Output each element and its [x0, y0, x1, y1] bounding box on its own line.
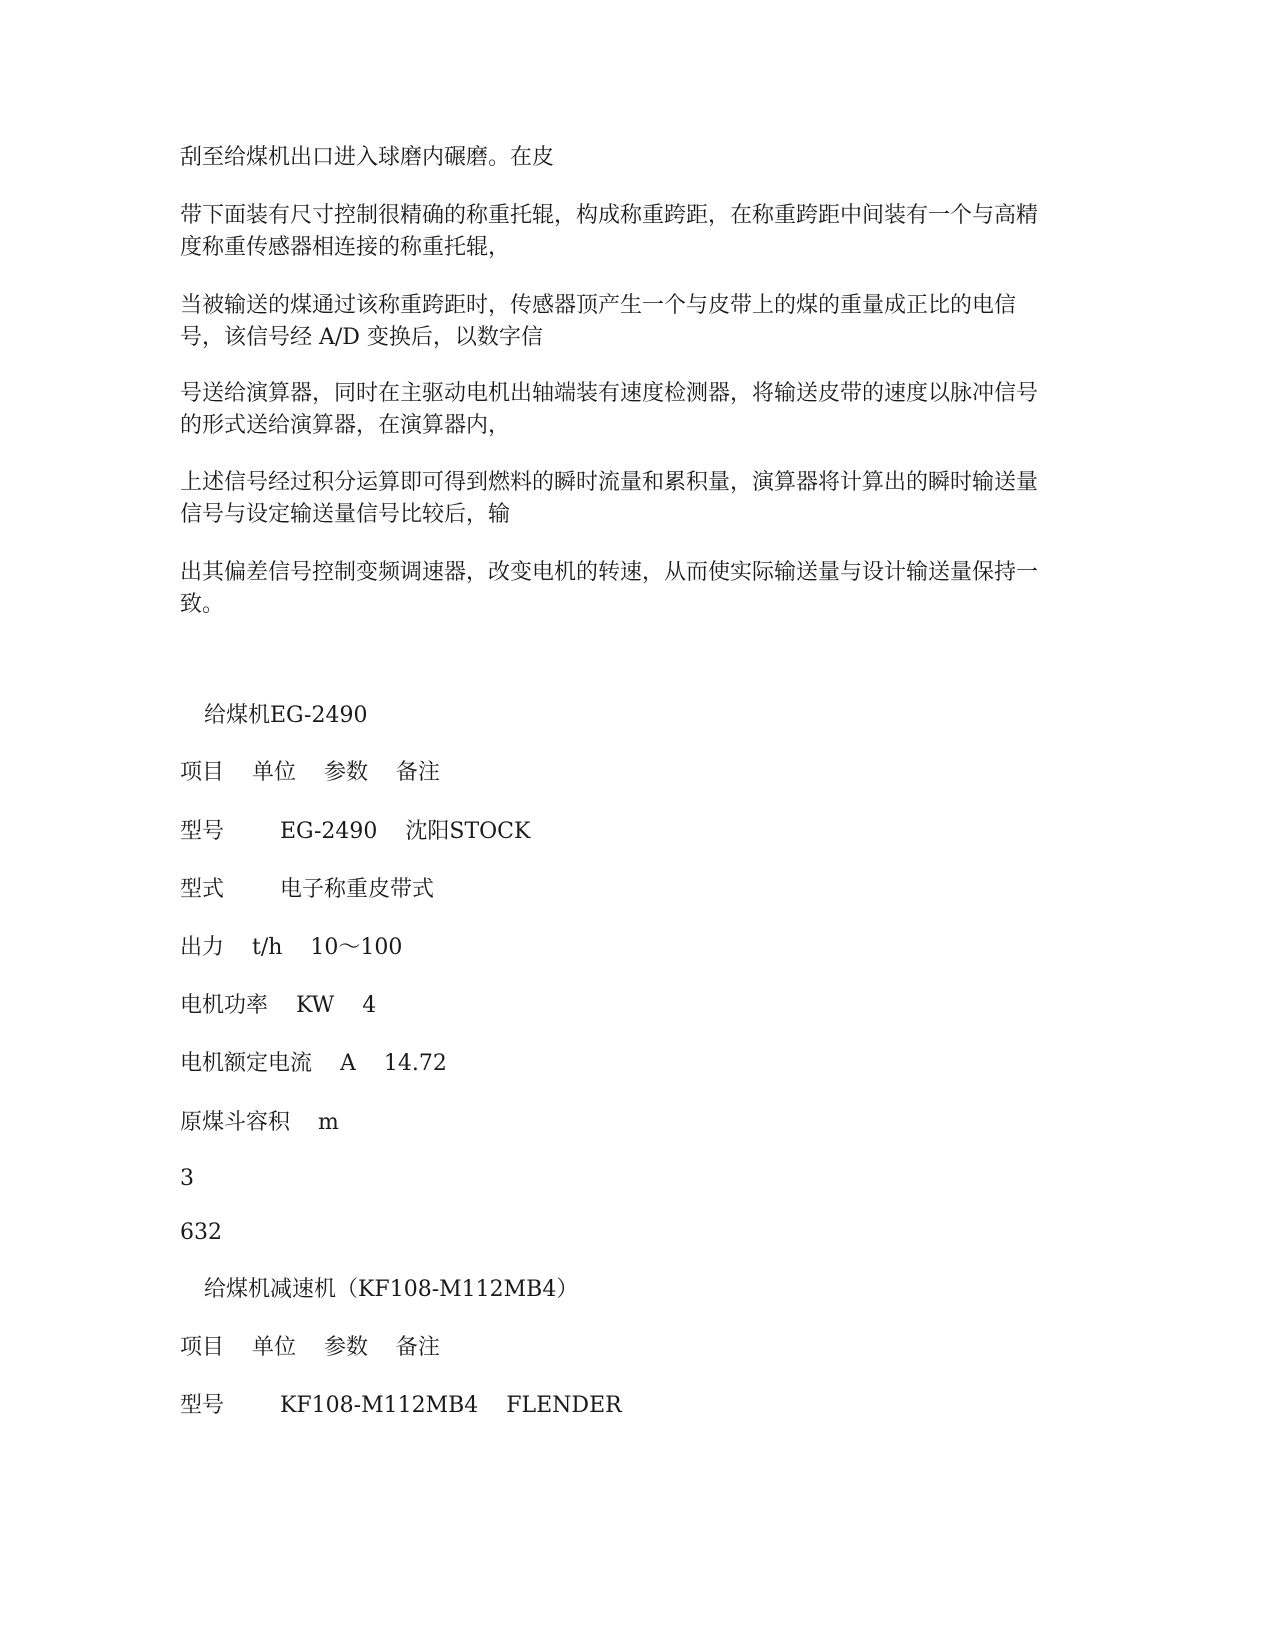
paragraph-3: 当被输送的煤通过该称重跨距时，传感器顶产生一个与皮带上的煤的重量成正比的电信号，该信号经 A/D 变换后，以数字信 [180, 293, 1017, 350]
table2-row: 型号 KF108-M112MB4 FLENDER [180, 1393, 622, 1418]
table2-title: 给煤机减速机（KF108-M112MB4） [204, 1277, 579, 1302]
table1-header: 项目 单位 参数 备注 [180, 760, 440, 785]
paragraph-6: 出其偏差信号控制变频调速器，改变电机的转速，从而使实际输送量与设计输送量保持一致。 [180, 560, 1039, 617]
table2-header: 项目 单位 参数 备注 [180, 1335, 440, 1360]
table1-row: 型式 电子称重皮带式 [180, 877, 434, 902]
table1-row: 电机额定电流 A 14.72 [180, 1051, 447, 1076]
table1-row: 出力 t/h 10～100 [180, 935, 403, 960]
table1-title: 给煤机EG-2490 [204, 703, 368, 728]
table1-row: 原煤斗容积 m [180, 1110, 339, 1135]
table1-row: 3 [180, 1166, 194, 1191]
paragraph-2: 带下面装有尺寸控制很精确的称重托辊，构成称重跨距，在称重跨距中间装有一个与高精度称重传感器相连接的称重托辊， [180, 203, 1039, 260]
table1-row: 电机功率 KW 4 [180, 993, 377, 1018]
paragraph-1: 刮至给煤机出口进入球磨内碾磨。在皮 [180, 145, 555, 170]
paragraph-5: 上述信号经过积分运算即可得到燃料的瞬时流量和累积量，演算器将计算出的瞬时输送量信号与设定输送量信号比较后，输 [180, 470, 1039, 527]
paragraph-4: 号送给演算器，同时在主驱动电机出轴端装有速度检测器，将输送皮带的速度以脉冲信号的形式送给演算器，在演算器内， [180, 381, 1039, 438]
table1-row: 型号 EG-2490 沈阳STOCK [180, 819, 531, 844]
table1-row: 632 [180, 1220, 222, 1245]
